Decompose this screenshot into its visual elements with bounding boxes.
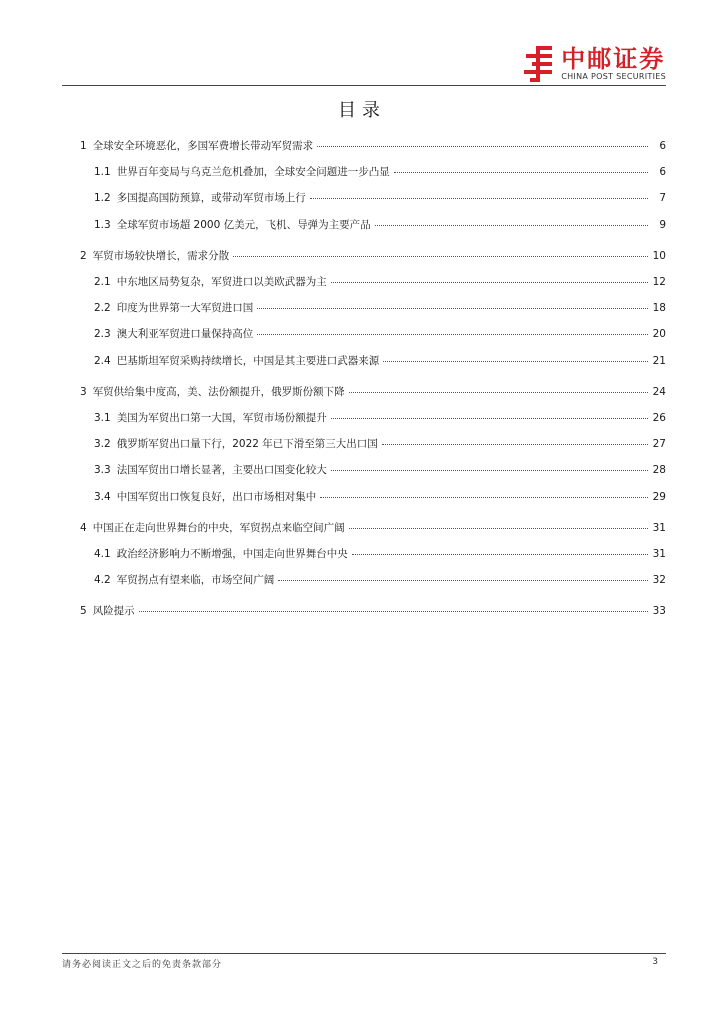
toc-entry-title: 全球军贸市场超 2000 亿美元，飞机、导弹为主要产品	[116, 218, 371, 231]
toc-entry-page: 31	[652, 521, 666, 534]
toc-dot-leader	[382, 444, 648, 445]
footer-disclaimer: 请务必阅读正文之后的免责条款部分	[62, 960, 223, 970]
toc-entry-number: 1.2	[94, 192, 111, 205]
toc-entry-title: 中东地区局势复杂，军贸进口以美欧武器为主	[116, 276, 327, 288]
toc-entry-title: 美国为军贸出口第一大国，军贸市场份额提升	[116, 412, 327, 424]
toc-entry-number: 1	[80, 140, 87, 152]
toc-entry[interactable]	[80, 246, 666, 266]
toc-entry-number: 3.3	[94, 464, 111, 477]
toc-entry-number: 4.2	[94, 574, 111, 587]
toc-dot-leader	[233, 256, 648, 257]
toc-dot-leader	[257, 334, 648, 335]
toc-entry-title: 军贸拐点有望来临，市场空间广阔	[116, 574, 275, 587]
company-logo	[522, 44, 666, 84]
toc-entry-page: 24	[652, 385, 666, 398]
toc-entry-title: 印度为世界第一大军贸进口国	[116, 302, 254, 315]
toc-dot-leader	[278, 580, 648, 581]
toc-entry[interactable]	[80, 136, 666, 156]
toc-entry-page: 18	[652, 302, 666, 315]
toc-dot-leader	[331, 470, 648, 471]
toc-entry[interactable]	[80, 601, 666, 621]
toc-entry[interactable]	[94, 272, 666, 292]
toc-entry-title: 政治经济影响力不断增强，中国走向世界舞台中央	[116, 548, 348, 560]
china-post-logo-icon	[522, 45, 556, 83]
toc-entry-title: 风险提示	[92, 605, 135, 618]
toc-dot-leader	[310, 198, 648, 199]
toc-dot-leader	[331, 418, 648, 419]
toc-entry[interactable]	[80, 382, 666, 402]
footer-page-number: 3	[652, 957, 658, 967]
toc-dot-leader	[349, 392, 648, 393]
brand-name-cn: 中邮证券	[561, 45, 666, 73]
header-divider	[62, 85, 666, 86]
toc-entry-number: 3.4	[94, 490, 111, 503]
toc-entry-number: 1.3	[94, 218, 111, 231]
toc-entry-page: 31	[652, 548, 666, 560]
toc-entry-number: 5	[80, 605, 87, 618]
toc-dot-leader	[394, 172, 648, 173]
toc-entry-number: 2.4	[94, 354, 111, 367]
toc-entry-page: 27	[652, 438, 666, 451]
toc-entry-title: 世界百年变局与乌克兰危机叠加，全球安全问题进一步凸显	[116, 166, 390, 179]
toc-dot-leader	[331, 282, 648, 283]
toc-entry[interactable]	[94, 324, 666, 344]
brand-name-en: CHINA POST SECURITIES	[561, 72, 666, 81]
toc-entry-title: 军贸供给集中度高，美、法份额提升，俄罗斯份额下降	[92, 385, 345, 398]
toc-entry-title: 巴基斯坦军贸采购持续增长，中国是其主要进口武器来源	[116, 354, 380, 367]
toc-entry[interactable]	[94, 188, 666, 208]
toc-entry[interactable]	[94, 408, 666, 428]
toc-entry[interactable]	[94, 460, 666, 480]
toc-entry[interactable]	[94, 162, 666, 182]
toc-entry-page: 26	[652, 412, 666, 424]
toc-entry-page: 7	[659, 192, 666, 205]
toc-entry-title: 澳大利亚军贸进口量保持高位	[116, 328, 254, 341]
toc-title: 目录	[338, 100, 386, 121]
toc-entry-title: 全球安全环境恶化，多国军费增长带动军贸需求	[92, 140, 314, 152]
toc-entry[interactable]	[80, 518, 666, 538]
footer-divider	[62, 953, 666, 954]
toc-entry-number: 4.1	[94, 548, 111, 560]
toc-entry-page: 12	[652, 276, 666, 288]
toc-dot-leader	[352, 554, 648, 555]
toc-entry-page: 9	[659, 218, 666, 231]
toc-entry-number: 4	[80, 521, 87, 534]
toc-entry[interactable]	[94, 298, 666, 318]
toc-entry-title: 中国军贸出口恢复良好，出口市场相对集中	[116, 490, 317, 503]
toc-entry-page: 32	[652, 574, 666, 587]
toc-entry[interactable]	[94, 215, 666, 235]
toc-entry-page: 33	[652, 605, 666, 618]
toc-dot-leader	[317, 146, 648, 147]
toc-entry-title: 多国提高国防预算，或带动军贸市场上行	[116, 192, 306, 205]
toc-entry-number: 3	[80, 385, 87, 398]
toc-entry-number: 3.2	[94, 438, 111, 451]
toc-entry-title: 中国正在走向世界舞台的中央，军贸拐点来临空间广阔	[92, 521, 345, 534]
toc-entry-number: 3.1	[94, 412, 111, 424]
toc-entry[interactable]	[94, 434, 666, 454]
toc-entry-page: 20	[652, 328, 666, 341]
toc-entry-number: 2.3	[94, 328, 111, 341]
toc-dot-leader	[139, 611, 648, 612]
toc-entry-title: 法国军贸出口增长显著，主要出口国变化较大	[116, 464, 327, 477]
toc-entry[interactable]	[94, 544, 666, 564]
toc-entry[interactable]	[94, 351, 666, 371]
toc-dot-leader	[349, 528, 648, 529]
toc-entry-number: 2.2	[94, 302, 111, 315]
toc-entry-number: 1.1	[94, 166, 111, 179]
logo-text	[561, 46, 666, 82]
toc-entry-page: 6	[659, 140, 666, 152]
toc-entry-page: 6	[659, 166, 666, 179]
toc-entry-page: 28	[652, 464, 666, 477]
toc-entry-number: 2	[80, 249, 87, 262]
toc-entry[interactable]	[94, 487, 666, 507]
toc-entry-page: 21	[652, 354, 666, 367]
toc-dot-leader	[375, 225, 648, 226]
toc-dot-leader	[383, 361, 648, 362]
toc-entry-number: 2.1	[94, 276, 111, 288]
toc-entry-page: 29	[652, 490, 666, 503]
toc-entry-title: 军贸市场较快增长，需求分散	[92, 249, 230, 262]
toc-entry-title: 俄罗斯军贸出口量下行，2022 年已下滑至第三大出口国	[116, 438, 378, 451]
toc-dot-leader	[257, 308, 648, 309]
toc-entry-page: 10	[652, 249, 666, 262]
toc-dot-leader	[320, 497, 648, 498]
toc-entry[interactable]	[94, 570, 666, 590]
